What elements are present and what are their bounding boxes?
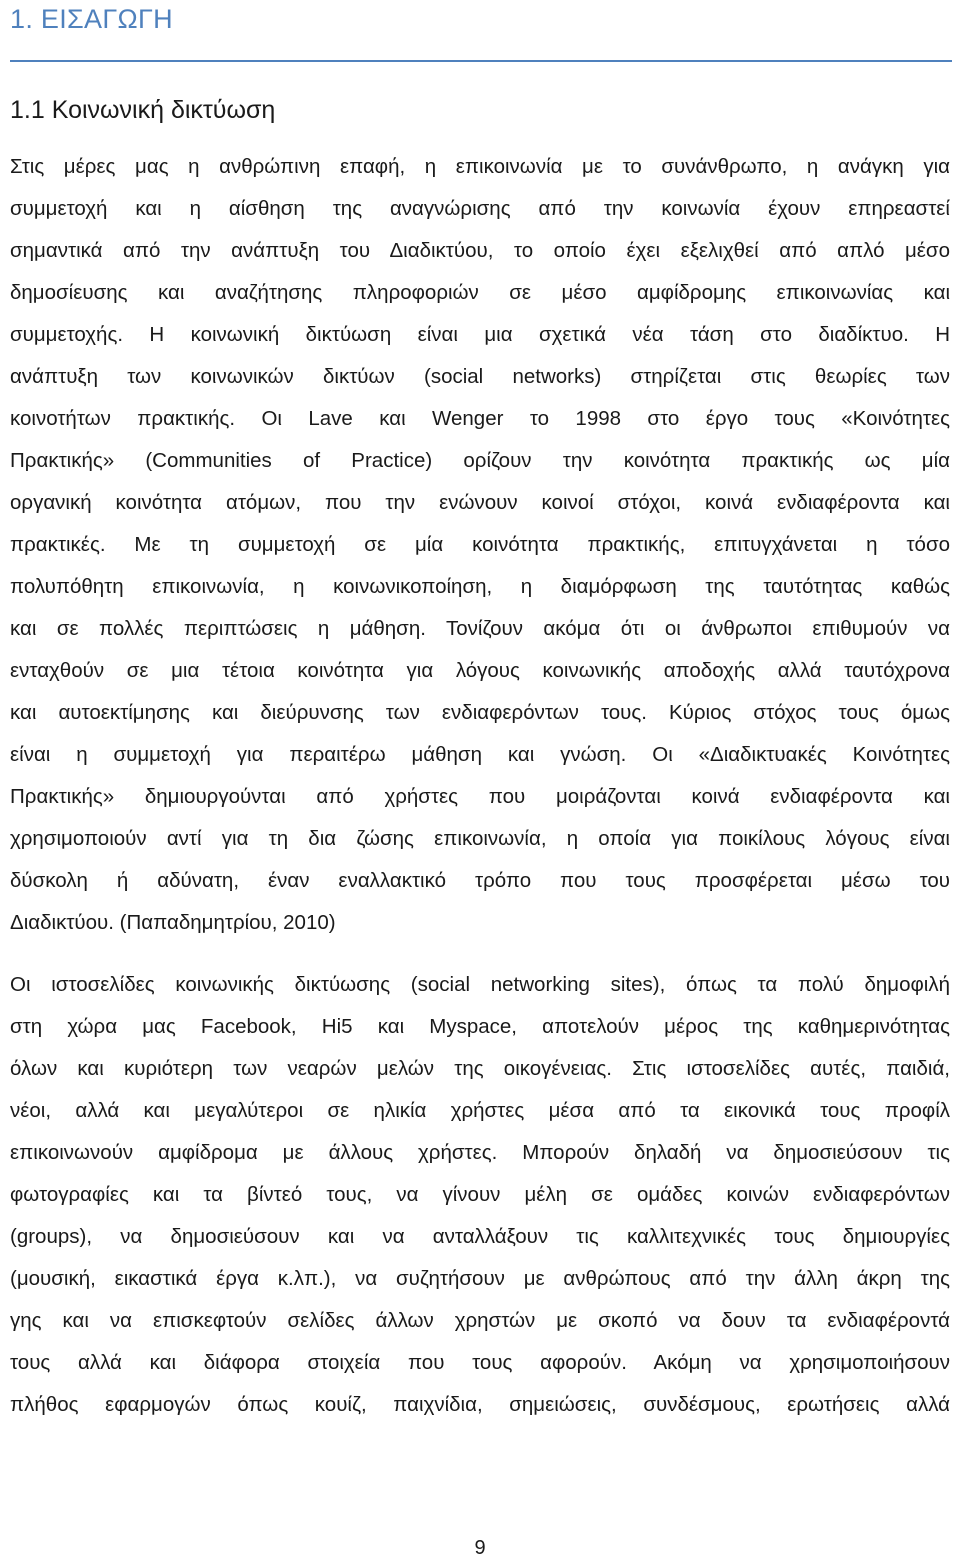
paragraph-line: και σε πολλές περιπτώσεις η μάθηση. Τονίζουν ακόμα ότι οι άνθρωποι επιθυμούν να bbox=[10, 617, 950, 640]
page-number: 9 bbox=[474, 1537, 486, 1559]
paragraph-line: σημαντικά από την ανάπτυξη του Διαδικτύου, το οποίο έχει εξελιχθεί από απλό μέσο bbox=[10, 239, 950, 262]
paragraph-line: Οι ιστοσελίδες κοινωνικής δικτύωσης (social networking sites), όπως τα πολύ δημοφιλή bbox=[10, 973, 950, 996]
paragraph-line: δύσκολη ή αδύνατη, έναν εναλλακτικό τρόπο που τους προσφέρεται μέσω του bbox=[10, 869, 950, 892]
paragraph-line: (groups), να δημοσιεύσουν και να ανταλλάξουν τις καλλιτεχνικές τους δημιουργίες bbox=[10, 1225, 950, 1248]
paragraph-line: συμμετοχής. Η κοινωνική δικτύωση είναι μια σχετικά νέα τάση στο διαδίκτυο. Η bbox=[10, 323, 950, 346]
paragraph-line: δημοσίευσης και αναζήτησης πληροφοριών σε μέσο αμφίδρομης επικοινωνίας και bbox=[10, 281, 950, 304]
paragraph-line: νέοι, αλλά και μεγαλύτεροι σε ηλικία χρήστες μέσα από τα εικονικά τους προφίλ bbox=[10, 1099, 950, 1122]
paragraph-line: χρησιμοποιούν αντί για τη δια ζώσης επικοινωνία, η οποία για ποικίλους λόγους είναι bbox=[10, 827, 950, 850]
paragraph-line: πολυπόθητη επικοινωνία, η κοινωνικοποίηση, η διαμόρφωση της ταυτότητας καθώς bbox=[10, 575, 950, 598]
section-heading: 1.1 Κοινωνική δικτύωση bbox=[10, 96, 276, 124]
paragraph-line: φωτογραφίες και τα βίντεό τους, να γίνουν μέλη σε ομάδες κοινών ενδιαφερόντων bbox=[10, 1183, 950, 1206]
paragraph-line: Πρακτικής» δημιουργούνται από χρήστες που μοιράζονται κοινά ενδιαφέροντα και bbox=[10, 785, 950, 808]
paragraph-line: κοινοτήτων πρακτικής. Οι Lave και Wenger το 1998 στο έργο τους «Κοινότητες bbox=[10, 407, 950, 430]
paragraph-line: τους αλλά και διάφορα στοιχεία που τους αφορούν. Ακόμη να χρησιμοποιήσουν bbox=[10, 1351, 950, 1374]
paragraph-line: επικοινωνούν αμφίδρομα με άλλους χρήστες. Μπορούν δηλαδή να δημοσιεύσουν τις bbox=[10, 1141, 950, 1164]
paragraph-line: (μουσική, εικαστικά έργα κ.λπ.), να συζητήσουν με ανθρώπους από την άλλη άκρη της bbox=[10, 1267, 950, 1290]
paragraph-line: Διαδικτύου. (Παπαδημητρίου, 2010) bbox=[10, 911, 336, 934]
paragraph-social-networking-sites bbox=[10, 964, 950, 1426]
chapter-heading: 1. ΕΙΣΑΓΩΓΗ bbox=[10, 4, 173, 34]
paragraph-line: οργανική κοινότητα ατόμων, που την ενώνουν κοινοί στόχοι, κοινά ενδιαφέροντα και bbox=[10, 491, 950, 514]
paragraph-line: πρακτικές. Με τη συμμετοχή σε μία κοινότητα πρακτικής, επιτυγχάνεται η τόσο bbox=[10, 533, 950, 556]
paragraph-line: όλων και κυριότερη των νεαρών μελών της οικογένειας. Στις ιστοσελίδες αυτές, παιδιά, bbox=[10, 1057, 950, 1080]
paragraph-line: ανάπτυξη των κοινωνικών δικτύων (social networks) στηρίζεται στις θεωρίες των bbox=[10, 365, 950, 388]
paragraph-intro bbox=[10, 146, 950, 944]
paragraph-line: συμμετοχή και η αίσθηση της αναγνώρισης από την κοινωνία έχουν επηρεαστεί bbox=[10, 197, 950, 220]
paragraph-line: ενταχθούν σε μια τέτοια κοινότητα για λόγους κοινωνικής αποδοχής αλλά ταυτόχρονα bbox=[10, 659, 950, 682]
paragraph-line: Στις μέρες μας η ανθρώπινη επαφή, η επικοινωνία με το συνάνθρωπο, η ανάγκη για bbox=[10, 155, 950, 178]
paragraph-line: στη χώρα μας Facebook, Hi5 και Myspace, αποτελούν μέρος της καθημερινότητας bbox=[10, 1015, 950, 1038]
paragraph-line: Πρακτικής» (Communities of Practice) ορίζουν την κοινότητα πρακτικής ως μία bbox=[10, 449, 950, 472]
chapter-underline bbox=[10, 60, 952, 62]
paragraph-line: γης και να επισκεφτούν σελίδες άλλων χρηστών με σκοπό να δουν τα ενδιαφέροντά bbox=[10, 1309, 950, 1332]
paragraph-line: είναι η συμμετοχή για περαιτέρω μάθηση και γνώση. Οι «Διαδικτυακές Κοινότητες bbox=[10, 743, 950, 766]
paragraph-line: και αυτοεκτίμησης και διεύρυνσης των ενδιαφερόντων τους. Κύριος στόχος τους όμως bbox=[10, 701, 950, 724]
paragraph-line: πλήθος εφαρμογών όπως κουίζ, παιχνίδια, σημειώσεις, συνδέσμους, ερωτήσεις αλλά bbox=[10, 1393, 950, 1416]
